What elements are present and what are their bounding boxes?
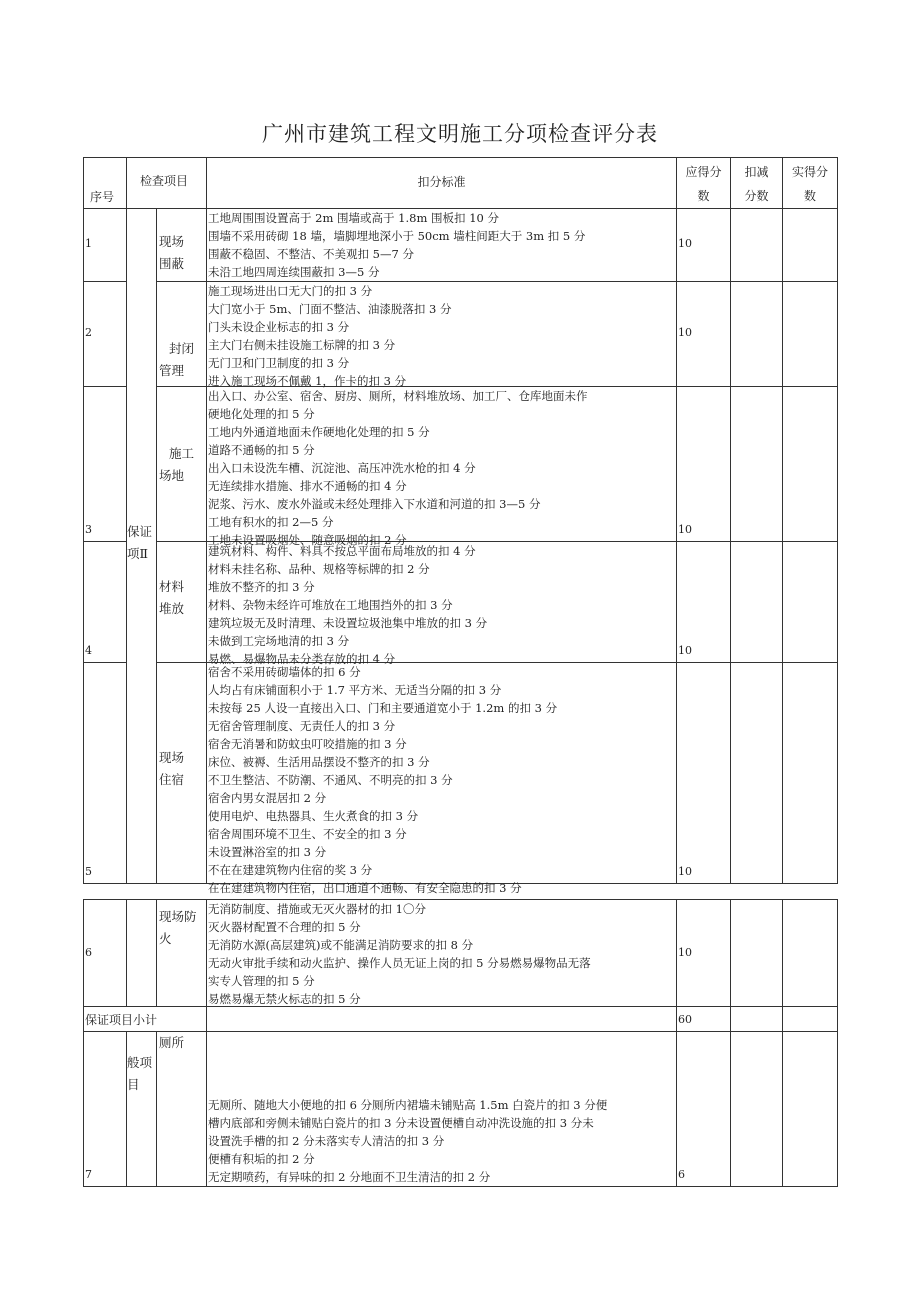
criteria-line: 无消防制度、措施或无灭火器材的扣 1〇分 (208, 902, 426, 916)
actual-cell (783, 282, 838, 387)
sub-item-material-stacking: 材料 堆放 (157, 542, 207, 663)
criteria-line: 门头未设企业标志的扣 3 分 (208, 320, 350, 334)
due-points: 10 (677, 663, 731, 884)
deduct-cell (731, 663, 783, 884)
actual-cell (783, 209, 838, 282)
table-row (84, 387, 838, 542)
due-points: 10 (677, 900, 731, 1007)
subtotal-criteria (207, 1007, 677, 1032)
score-table-main (83, 157, 838, 895)
criteria-line: 无厕所、随地大小便地的扣 6 分厕所内裙墙未铺贴高 1.5m 白瓷片的扣 3 分便 (208, 1098, 608, 1112)
criteria-line: 无消防水源(高层建筑)或不能满足消防要求的扣 8 分 (208, 938, 474, 952)
header-item: 检查项目 (127, 158, 207, 209)
criteria-line: 未设置淋浴室的扣 3 分 (208, 845, 327, 859)
criteria-line: 床位、被褥、生活用品摆设不整齐的扣 3 分 (208, 755, 430, 769)
criteria-line: 工地内外通道地面未作硬地化处理的扣 5 分 (208, 425, 430, 439)
criteria-cell (207, 209, 677, 282)
deduct-cell (731, 542, 783, 663)
criteria-line: 硬地化处理的扣 5 分 (208, 407, 315, 421)
header-actual: 实得分 数 (783, 158, 838, 209)
criteria-cell (207, 1032, 677, 1187)
header-seq: 序号 (84, 158, 127, 209)
deduct-cell (731, 900, 783, 1007)
criteria-cell (207, 542, 677, 666)
criteria-line: 出入口、办公室、宿舍、厨房、厕所，材料堆放场、加工厂、仓库地面未作 (208, 389, 588, 403)
subtotal-row (84, 1007, 838, 1032)
criteria-line: 在在建建筑物内住宿，出口通道不通畅、有安全隐患的扣 3 分 (208, 881, 522, 895)
actual-cell (783, 1007, 838, 1032)
general-category: 般项 目 (127, 1032, 157, 1187)
sub-item-enclosure: 现场 围蔽 (157, 209, 207, 282)
table-row (84, 663, 838, 884)
deduct-cell (731, 1007, 783, 1032)
criteria-line: 围墙不采用砖砌 18 墙，墙脚埋地深小于 50cm 墙柱间距大于 3m 扣 5 分 (208, 229, 586, 243)
criteria-line: 宿舍内男女混居扣 2 分 (208, 791, 327, 805)
criteria-line: 无动火审批手续和动火监护、操作人员无证上岗的扣 5 分易燃易爆物品无落 (208, 956, 591, 970)
criteria-cell (207, 387, 677, 547)
criteria-line: 围蔽不稳固、不整洁、不美观扣 5—7 分 (208, 247, 414, 261)
sub-item-closed-management: 封闭 管理 (157, 282, 207, 387)
subtotal-label: 保证项目小计 (84, 1007, 207, 1032)
criteria-line: 出入口未设洗车槽、沉淀池、高压冲洗水枪的扣 4 分 (208, 461, 476, 475)
row-number: 7 (84, 1032, 127, 1187)
deduct-cell (731, 387, 783, 542)
header-criteria: 扣分标准 (207, 158, 677, 209)
header-deduct: 扣减 分数 (731, 158, 783, 209)
due-points: 6 (677, 1032, 731, 1187)
criteria-line: 道路不通畅的扣 5 分 (208, 443, 315, 457)
actual-cell (783, 663, 838, 884)
row-number: 5 (84, 663, 127, 884)
score-table-continued (83, 899, 838, 1187)
criteria-line: 工地未设置吸烟处、随意吸烟的扣 2 分 (208, 533, 407, 547)
criteria-line: 无门卫和门卫制度的扣 3 分 (208, 356, 350, 370)
criteria-line: 易燃易爆无禁火标志的扣 5 分 (208, 992, 361, 1006)
criteria-line: 人均占有床铺面积小于 1.7 平方米、无适当分隔的扣 3 分 (208, 683, 502, 697)
table-row (84, 282, 838, 387)
criteria-line: 进入施工现场不佩戴 1，作卡的扣 3 分 (208, 374, 407, 388)
criteria-line: 便槽有积垢的扣 2 分 (208, 1152, 315, 1166)
criteria-line: 堆放不整齐的扣 3 分 (208, 580, 315, 594)
criteria-line: 宿舍无消暑和防蚊虫叮咬措施的扣 3 分 (208, 737, 407, 751)
actual-cell (783, 387, 838, 542)
criteria-line: 宿舍不采用砖砌墙体的扣 6 分 (208, 665, 361, 679)
sub-item-toilet: 厕所 (157, 1032, 207, 1187)
table-row (84, 1032, 838, 1187)
table-row (84, 209, 838, 282)
criteria-line: 易燃、易爆物品未分类存放的扣 4 分 (208, 652, 396, 666)
criteria-line: 工地周围围设置高于 2m 围墙或高于 1.8m 围板扣 10 分 (208, 211, 499, 225)
criteria-line: 材料、杂物未经许可堆放在工地围挡外的扣 3 分 (208, 598, 453, 612)
category-cell (127, 900, 157, 1007)
criteria-line: 无连续排水措施、排水不通畅的扣 4 分 (208, 479, 407, 493)
header-due: 应得分 数 (677, 158, 731, 209)
row-number: 3 (84, 387, 127, 542)
sub-item-construction-site: 施工 场地 (157, 387, 207, 542)
criteria-line: 未做到工完场地清的扣 3 分 (208, 634, 350, 648)
table-row (84, 900, 838, 1007)
row-number: 2 (84, 282, 127, 387)
criteria-line: 未沿工地四周连续围蔽扣 3—5 分 (208, 265, 380, 279)
criteria-line: 未按每 25 人设一直接出入口、门和主要通道宽小于 1.2m 的扣 3 分 (208, 701, 558, 715)
actual-cell (783, 1032, 838, 1187)
deduct-cell (731, 282, 783, 387)
row-number: 4 (84, 542, 127, 663)
criteria-line: 泥浆、污水、废水外溢或未经处理排入下水道和河道的扣 3—5 分 (208, 497, 541, 511)
criteria-line: 无宿舍管理制度、无责任人的扣 3 分 (208, 719, 396, 733)
criteria-line: 宿舍周围环境不卫生、不安全的扣 3 分 (208, 827, 407, 841)
criteria-line: 槽内底部和旁侧未铺贴白瓷片的扣 3 分未设置便槽自动冲洗设施的扣 3 分未 (208, 1116, 594, 1130)
table-row (84, 542, 838, 663)
due-points: 10 (677, 387, 731, 542)
criteria-line: 灭火器材配置不合理的扣 5 分 (208, 920, 361, 934)
criteria-cell (207, 900, 677, 1007)
criteria-line: 施工现场进出口无大门的扣 3 分 (208, 284, 373, 298)
deduct-cell (731, 1032, 783, 1187)
guarantee-category: 保证 项Ⅱ (127, 209, 157, 884)
criteria-line: 大门宽小于 5m、门面不整洁、油漆脱落扣 3 分 (208, 302, 452, 316)
subtotal-points: 60 (677, 1007, 731, 1032)
criteria-line: 主大门右侧未挂设施工标牌的扣 3 分 (208, 338, 396, 352)
table-header-row (84, 158, 838, 209)
criteria-line: 不在在建建筑物内住宿的奖 3 分 (208, 863, 373, 877)
due-points: 10 (677, 209, 731, 282)
actual-cell (783, 542, 838, 663)
criteria-line: 材料未挂名称、品种、规格等标牌的扣 2 分 (208, 562, 430, 576)
sub-item-site-accommodation: 现场 住宿 (157, 663, 207, 884)
sub-item-fire-prevention: 现场防 火 (157, 900, 207, 1007)
criteria-cell (207, 282, 677, 387)
page-title: 广州市建筑工程文明施工分项检查评分表 (262, 122, 658, 146)
criteria-line: 建筑材料、构件、料具不按总平面布局堆放的扣 4 分 (208, 544, 476, 558)
actual-cell (783, 900, 838, 1007)
row-number: 1 (84, 209, 127, 282)
criteria-line: 无定期喷药，有异味的扣 2 分地面不卫生清洁的扣 2 分 (208, 1170, 491, 1184)
due-points: 10 (677, 282, 731, 387)
criteria-line: 建筑垃圾无及时清理、未设置垃圾池集中堆放的扣 3 分 (208, 616, 488, 630)
criteria-line: 使用电炉、电热器具、生火煮食的扣 3 分 (208, 809, 419, 823)
row-number: 6 (84, 900, 127, 1007)
criteria-line: 工地有积水的扣 2—5 分 (208, 515, 334, 529)
criteria-cell (207, 663, 677, 895)
due-points: 10 (677, 542, 731, 663)
deduct-cell (731, 209, 783, 282)
criteria-line: 设置洗手槽的扣 2 分未落实专人清洁的扣 3 分 (208, 1134, 445, 1148)
criteria-line: 实专人管理的扣 5 分 (208, 974, 315, 988)
criteria-line: 不卫生整洁、不防潮、不通风、不明亮的扣 3 分 (208, 773, 453, 787)
